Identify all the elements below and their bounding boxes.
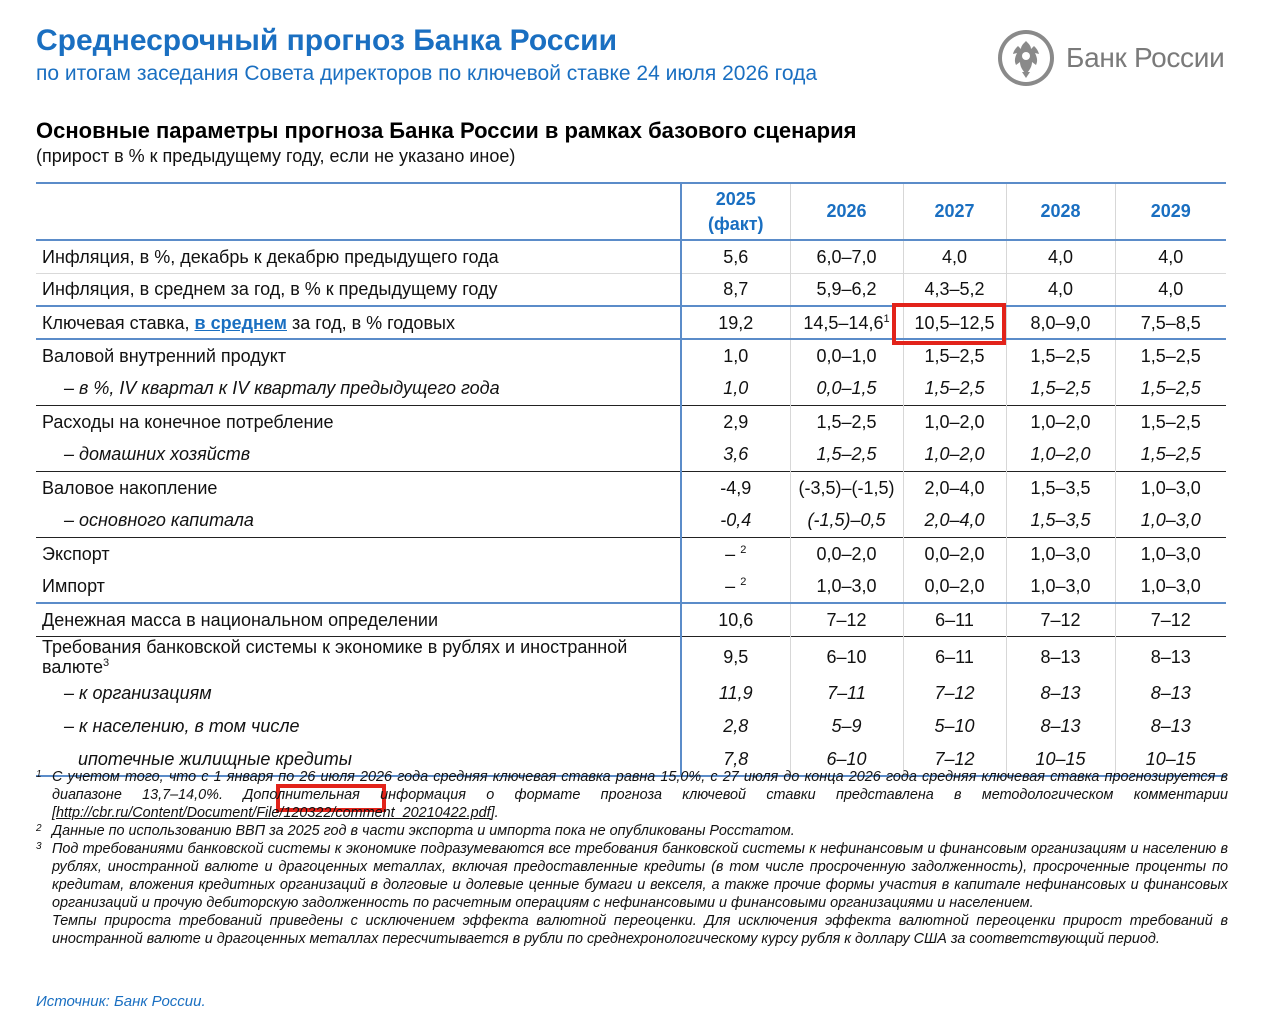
cell-2027: 1,5–2,5	[903, 339, 1006, 372]
cell-2028: 1,5–3,5	[1006, 471, 1115, 504]
table-title: Основные параметры прогноза Банка России в рамках базового сценария	[36, 118, 857, 143]
cell-2029: 1,0–3,0	[1115, 471, 1226, 504]
header-year-2028: 2028	[1006, 183, 1115, 240]
header-year-2029: 2029	[1115, 183, 1226, 240]
footnote-ref-2[interactable]: 2	[740, 576, 747, 588]
cell-2028: 4,0	[1006, 240, 1115, 273]
cell-2026: 14,5–14,6$^1$	[790, 306, 903, 339]
cell-2025: 19,2	[681, 306, 790, 339]
cell-2025: 1,0	[681, 339, 790, 372]
row-label: – основного капитала	[64, 510, 254, 531]
cell-2026: 1,5–2,5	[790, 405, 903, 438]
cell-2029: 1,5–2,5	[1115, 405, 1226, 438]
methodology-link[interactable]: http://cbr.ru/Content/Document/File/120322/comment_20210422.pdf	[56, 805, 491, 821]
footnote-mark: 1	[36, 769, 42, 780]
source-note: Источник: Банк России.	[36, 993, 206, 1010]
cell-2027: 4,3–5,2	[903, 273, 1006, 306]
cell-2027: 7–12	[903, 677, 1006, 710]
table-row	[36, 570, 1226, 603]
cell-2025: 2,8	[681, 710, 790, 743]
cell-2028: 7–12	[1006, 603, 1115, 636]
cell-2029: 8–13	[1115, 677, 1226, 710]
cell-2026: 0,0–1,5	[790, 372, 903, 405]
cell-2026: (-3,5)–(-1,5)	[790, 471, 903, 504]
footnote-ref-3[interactable]: 3	[103, 656, 110, 669]
row-label: Валовое накопление	[36, 471, 681, 504]
footnotes	[36, 768, 1228, 948]
cell-2028: 1,0–3,0	[1006, 570, 1115, 603]
cell-2026: 1,0–3,0	[790, 570, 903, 603]
header-empty-cell	[36, 183, 681, 240]
cell-2028: 8,0–9,0	[1006, 306, 1115, 339]
cell-2028: 4,0	[1006, 273, 1115, 306]
row-label: Денежная масса в национальном определении	[36, 603, 681, 636]
table-row	[36, 240, 1226, 273]
cell-2029: 1,5–2,5	[1115, 372, 1226, 405]
cell-2025: 1,0	[681, 372, 790, 405]
cell-2026: 7–12	[790, 603, 903, 636]
cell-2026: (-1,5)–0,5	[790, 504, 903, 537]
cell-2029: 1,0–3,0	[1115, 504, 1226, 537]
row-label: Требования банковской системы к экономике в рублях и иностранной валюте$^3$	[36, 636, 681, 677]
cell-2028: 8–13	[1006, 677, 1115, 710]
forecast-table	[36, 182, 1226, 777]
cell-2027: 5–10	[903, 710, 1006, 743]
row-label: Инфляция, в среднем за год, в % к предыдущему году	[36, 273, 681, 306]
cell-2025: 3,6	[681, 438, 790, 471]
cell-2027: 1,5–2,5	[903, 372, 1006, 405]
cell-2028: 1,5–2,5	[1006, 339, 1115, 372]
footnote-3: 3 Под требованиями банковской системы к экономике подразумеваются все требования банковской системы к нефинансовым и финансовым организациям и населению в рублях, иностранной валюте и драгоценных металлах, включая предоставленные кредиты (в том числе просроченную задолженность), просроченные проценты по кредитам, вложения кредитных организаций в долговые и долевые ценные бумаги и векселя, а также прочие формы участия в капитале нефинансовых и финансовых организаций и прочую дебиторскую задолженность по расчетным операциям с нефинансовыми и финансовыми организациями и населением. Темпы прироста требований приведены с исключением эффекта валютной переоценки. Для исключения эффекта валютной переоценки прирост требований в иностранной валюте и драгоценных металлах пересчитывается в рубли по среднехронологическому курсу рубля к доллару США за соответствующий период.	[36, 841, 1228, 947]
cell-2029: 8–13	[1115, 636, 1226, 677]
cell-2025: 11,9	[681, 677, 790, 710]
cell-2026: 5–9	[790, 710, 903, 743]
cell-2028: 8–13	[1006, 710, 1115, 743]
cell-2028: 10–15	[1006, 743, 1115, 776]
cell-2026: 6–10	[790, 743, 903, 776]
cell-2027: 6–11	[903, 603, 1006, 636]
table-row	[36, 273, 1226, 306]
cell-2027: 1,0–2,0	[903, 438, 1006, 471]
cell-2028: 1,0–2,0	[1006, 405, 1115, 438]
cell-2025: 2,9	[681, 405, 790, 438]
cell-2027: 2,0–4,0	[903, 471, 1006, 504]
table-row	[36, 636, 1226, 677]
table-row	[36, 438, 1226, 471]
cell-2025: – $^2$	[681, 537, 790, 570]
row-label: ипотечные жилищные кредиты	[36, 743, 681, 776]
cell-2026: 6–10	[790, 636, 903, 677]
cell-2026: 5,9–6,2	[790, 273, 903, 306]
footnote-mark: 2	[36, 823, 42, 834]
row-label: – домашних хозяйств	[64, 444, 251, 465]
bank-logo	[996, 28, 1224, 88]
cell-2027: 4,0	[903, 240, 1006, 273]
footnote-ref-1[interactable]: 1	[883, 312, 890, 325]
table-row	[36, 339, 1226, 372]
cell-2027: 0,0–2,0	[903, 570, 1006, 603]
footnote-2: 2 Данные по использованию ВВП за 2025 год в части экспорта и импорта пока не опубликованы Росстатом.	[36, 823, 795, 839]
table-row	[36, 677, 1226, 710]
cell-2029: 1,0–3,0	[1115, 537, 1226, 570]
cell-2028: 1,0–3,0	[1006, 537, 1115, 570]
cell-2029: 8–13	[1115, 710, 1226, 743]
cell-2025: 8,7	[681, 273, 790, 306]
row-label: Экспорт	[36, 537, 681, 570]
table-row-key-rate	[36, 306, 1226, 339]
cell-2025: -4,9	[681, 471, 790, 504]
cell-2025: – $^2$	[681, 570, 790, 603]
table-row	[36, 405, 1226, 438]
cell-2029: 1,5–2,5	[1115, 438, 1226, 471]
highlighted-range: 13,7–14,0%.	[142, 787, 223, 803]
row-label: Расходы на конечное потребление	[36, 405, 681, 438]
footnote-ref-2[interactable]: 2	[740, 543, 747, 556]
cell-2025: 10,6	[681, 603, 790, 636]
cell-2029: 4,0	[1115, 273, 1226, 306]
row-label: Инфляция, в %, декабрь к декабрю предыдущего года	[42, 246, 499, 267]
cell-2027: 1,0–2,0	[903, 405, 1006, 438]
cell-2029: 7,5–8,5	[1115, 306, 1226, 339]
row-label: – в %, IV квартал к IV кварталу предыдущего года	[64, 378, 500, 399]
table-row	[36, 710, 1226, 743]
cell-2027: 7–12	[903, 743, 1006, 776]
cell-2029: 4,0	[1115, 240, 1226, 273]
cell-2026: 1,5–2,5	[790, 438, 903, 471]
row-label: Импорт	[42, 576, 105, 596]
logo-text: Банк России	[1066, 42, 1225, 73]
table-row	[36, 537, 1226, 570]
footnote-mark: 3	[36, 841, 42, 852]
cell-2026: 6,0–7,0	[790, 240, 903, 273]
row-label: Ключевая ставка, в среднем за год, в % годовых	[36, 306, 681, 339]
cell-2028: 1,0–2,0	[1006, 438, 1115, 471]
cell-2025: -0,4	[681, 504, 790, 537]
page-title: Среднесрочный прогноз Банка России	[36, 24, 618, 57]
header-year-2025: 2025 (факт)	[681, 183, 790, 240]
cell-2029: 1,5–2,5	[1115, 339, 1226, 372]
eagle-emblem-icon	[996, 28, 1056, 88]
cell-2025: 7,8	[681, 743, 790, 776]
footnote-1: 1 С учетом того, что с 1 января по 26 июля 2026 года средняя ключевая ставка равна 15,0%, с 27 июля до конца 2026 года средняя ключевая ставка прогнозируется в диапазоне 13,7–14,0%. Дополнительная информация о формате прогноза ключевой ставки представлена в методологическом комментарии [http://cbr.ru/Content/Document/File/120322/comment_20210422.pdf].	[36, 769, 1228, 821]
cell-2027: 2,0–4,0	[903, 504, 1006, 537]
cell-2025: 5,6	[681, 240, 790, 273]
cell-2028: 1,5–2,5	[1006, 372, 1115, 405]
row-label: – к населению, в том числе	[64, 716, 300, 736]
table-header-row	[36, 183, 1226, 240]
table-row	[36, 603, 1226, 636]
page-subtitle: по итогам заседания Совета директоров по ключевой ставке 24 июля 2026 года	[36, 62, 817, 85]
cell-2028: 1,5–3,5	[1006, 504, 1115, 537]
average-rate-link[interactable]: в среднем	[194, 312, 287, 333]
highlight-box-key-rate-2027	[892, 303, 1006, 345]
table-subtitle: (прирост в % к предыдущему году, если не указано иное)	[36, 146, 516, 166]
cell-2026: 0,0–2,0	[790, 537, 903, 570]
cell-2027: 0,0–2,0	[903, 537, 1006, 570]
table-row	[36, 372, 1226, 405]
cell-2026: 0,0–1,0	[790, 339, 903, 372]
table-row	[36, 471, 1226, 504]
cell-2029: 7–12	[1115, 603, 1226, 636]
cell-2025: 9,5	[681, 636, 790, 677]
cell-2027: 10,5–12,5	[903, 306, 1006, 339]
cell-2026: 7–11	[790, 677, 903, 710]
table-row	[36, 504, 1226, 537]
header-year-2026: 2026	[790, 183, 903, 240]
header-year-2027: 2027	[903, 183, 1006, 240]
row-label: – к организациям	[64, 683, 212, 703]
cell-2029: 1,0–3,0	[1115, 570, 1226, 603]
cell-2028: 8–13	[1006, 636, 1115, 677]
cell-2029: 10–15	[1115, 743, 1226, 776]
row-label: Валовой внутренний продукт	[36, 339, 681, 372]
cell-2027: 6–11	[903, 636, 1006, 677]
